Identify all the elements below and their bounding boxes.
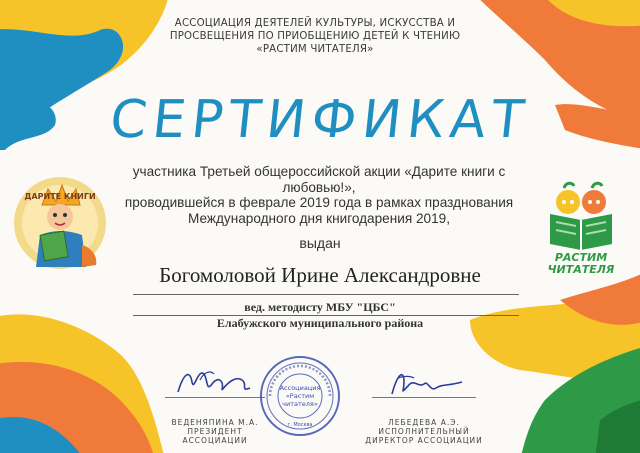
description-line-1: участника Третьей общероссийской акции «Дарите книги с — [132, 164, 506, 179]
left-signature-line — [165, 397, 265, 398]
left-signatory-title-1: ПРЕЗИДЕНТ — [187, 427, 243, 436]
seal-bottom-text: г. Москва — [287, 422, 313, 428]
certificate-title: СЕРТИФИКАТ — [107, 90, 533, 150]
organization-line-1: АССОЦИАЦИЯ ДЕЯТЕЛЕЙ КУЛЬТУРЫ, ИСКУССТВА И — [174, 18, 456, 29]
description-line-2: любовью!», — [282, 179, 356, 195]
position-line-1: вед. методисту МБУ "ЦБС" — [244, 300, 396, 314]
right-signatory-name: ЛЕБЕДЕВА А.Э. — [388, 418, 460, 427]
grow-reader-logo-line-1: РАСТИМ — [554, 251, 608, 264]
seal-center-line-3: читателя» — [282, 400, 318, 408]
association-seal — [258, 354, 342, 438]
grow-reader-logo-line-2: ЧИТАТЕЛЯ — [547, 263, 615, 276]
description-line-3: проводившейся в феврале 2019 года в рамках празднования — [124, 195, 514, 211]
right-signatory-title-1: ИСПОЛНИТЕЛЬНЫЙ — [378, 427, 470, 436]
give-books-logo-text: ДАРИТЕ КНИГИ — [24, 192, 96, 201]
left-signature — [170, 362, 260, 402]
seal-center-line-2: «Растим — [285, 392, 315, 400]
description-line-4: Международного дня книгодарения 2019, — [187, 210, 450, 226]
left-signatory — [160, 418, 270, 445]
right-signature-line — [372, 397, 476, 398]
issued-label: выдан — [299, 235, 341, 251]
organization-line-2: ПРОСВЕЩЕНИЯ ПО ПРИОБЩЕНИЮ ДЕТЕЙ К ЧТЕНИЮ — [169, 31, 461, 42]
right-signature — [378, 364, 468, 404]
left-signatory-name: ВЕДЕНЯПИНА М.А. — [171, 418, 259, 427]
grow-reader-logo — [540, 180, 622, 250]
left-signatory-title-2: АССОЦИАЦИИ — [182, 436, 248, 445]
recipient-underline — [133, 294, 519, 295]
recipient-name: Богомоловой Ирине Александровне — [159, 263, 481, 287]
right-signatory — [362, 418, 486, 445]
organization-name — [150, 17, 480, 56]
right-signatory-title-2: ДИРЕКТОР АССОЦИАЦИИ — [365, 436, 483, 445]
position-line-2: Елабужского муниципального района — [216, 316, 424, 330]
organization-line-3: «РАСТИМ ЧИТАТЕЛЯ» — [256, 44, 374, 55]
certificate-description — [104, 164, 534, 226]
give-books-logo — [12, 175, 108, 271]
seal-center-line-1: Ассоциация — [279, 384, 321, 392]
